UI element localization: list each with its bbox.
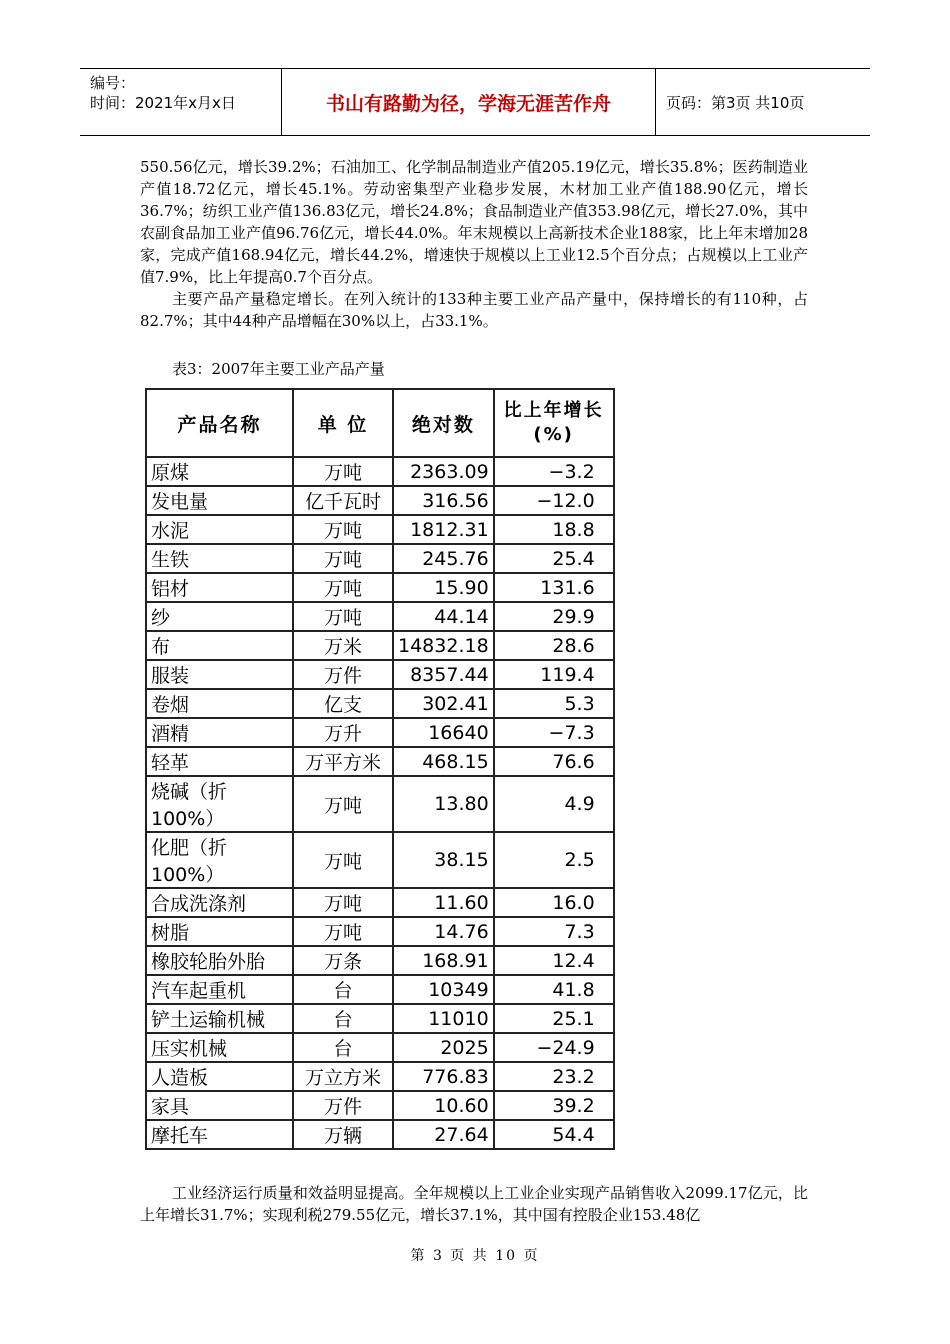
product-output-table	[145, 388, 615, 1150]
cell-absolute: 13.80	[393, 776, 494, 832]
table-row	[146, 486, 614, 515]
cell-growth: 76.6	[494, 747, 614, 776]
header-growth	[494, 389, 614, 457]
cell-unit: 万条	[293, 946, 393, 975]
paragraph-2: 主要产品产量稳定增长。在列入统计的133种主要工业产品产量中，保持增长的有110种，占82.7%；其中44种产品增幅在30%以上，占33.1%。	[140, 290, 808, 330]
cell-product: 家具	[146, 1091, 293, 1120]
cell-absolute: 44.14	[393, 602, 494, 631]
table-row	[146, 573, 614, 602]
cell-unit: 亿千瓦时	[293, 486, 393, 515]
cell-absolute: 8357.44	[393, 660, 494, 689]
cell-product: 橡胶轮胎外胎	[146, 946, 293, 975]
cell-unit: 万升	[293, 718, 393, 747]
document-number-label: 编号：	[90, 74, 136, 92]
cell-growth: 12.4	[494, 946, 614, 975]
cell-unit: 万吨	[293, 888, 393, 917]
cell-absolute: 38.15	[393, 832, 494, 888]
header-page-code: 页码：第3页 共10页	[666, 93, 805, 112]
cell-growth: 2.5	[494, 832, 614, 888]
cell-absolute: 16640	[393, 718, 494, 747]
cell-product: 原煤	[146, 457, 293, 486]
header-unit: 单 位	[293, 389, 393, 457]
table-row	[146, 457, 614, 486]
paragraph-1: 550.56亿元，增长39.2%；石油加工、化学制品制造业产值205.19亿元，增长35.8%；医药制造业产值18.72亿元，增长45.1%。劳动密集型产业稳步发展，木材加工业产值188.90亿元，增长36.7%；纺织工业产值136.83亿元，增长24.8%；食品制造业产值353.98亿元，增长27.0%，其中农副食品加工业产值96.76亿元，增长44.0%。年末规模以上高新技术企业188家，比上年末增加28家，完成产值168.94亿元，增长44.2%，增速快于规模以上工业12.5个百分点；占规模以上工业产值7.9%，比上年提高0.7个百分点。	[140, 158, 808, 286]
cell-product: 酒精	[146, 718, 293, 747]
table-row	[146, 1033, 614, 1062]
page-footer: 第 3 页 共 10 页	[410, 1248, 540, 1264]
cell-product: 人造板	[146, 1062, 293, 1091]
cell-growth: 29.9	[494, 602, 614, 631]
page-header	[80, 68, 870, 136]
cell-product: 轻革	[146, 747, 293, 776]
header-product-name: 产品名称	[146, 389, 293, 457]
table-row	[146, 631, 614, 660]
cell-unit: 台	[293, 1004, 393, 1033]
table-row	[146, 718, 614, 747]
cell-absolute: 14832.18	[393, 631, 494, 660]
cell-product: 纱	[146, 602, 293, 631]
cell-growth: 5.3	[494, 689, 614, 718]
cell-product: 发电量	[146, 486, 293, 515]
cell-absolute: 2025	[393, 1033, 494, 1062]
table-caption: 表3：2007年主要工业产品产量	[172, 360, 385, 378]
cell-unit: 万平方米	[293, 747, 393, 776]
cell-product: 铝材	[146, 573, 293, 602]
cell-product: 卷烟	[146, 689, 293, 718]
cell-unit: 万辆	[293, 1120, 393, 1149]
cell-growth: 28.6	[494, 631, 614, 660]
body-section-bottom	[140, 1182, 808, 1226]
table-row	[146, 602, 614, 631]
table-row	[146, 1091, 614, 1120]
cell-absolute: 302.41	[393, 689, 494, 718]
table-row	[146, 660, 614, 689]
cell-absolute: 14.76	[393, 917, 494, 946]
cell-growth: −7.3	[494, 718, 614, 747]
cell-growth: 39.2	[494, 1091, 614, 1120]
body-section-top	[140, 156, 808, 332]
cell-unit: 万吨	[293, 776, 393, 832]
cell-absolute: 316.56	[393, 486, 494, 515]
table-row	[146, 1120, 614, 1149]
cell-absolute: 245.76	[393, 544, 494, 573]
cell-product: 树脂	[146, 917, 293, 946]
cell-product: 铲土运输机械	[146, 1004, 293, 1033]
cell-absolute: 776.83	[393, 1062, 494, 1091]
cell-unit: 万吨	[293, 515, 393, 544]
cell-product: 布	[146, 631, 293, 660]
cell-growth: 25.1	[494, 1004, 614, 1033]
header-absolute: 绝对数	[393, 389, 494, 457]
cell-unit: 万立方米	[293, 1062, 393, 1091]
cell-unit: 万吨	[293, 917, 393, 946]
cell-unit: 亿支	[293, 689, 393, 718]
table-row	[146, 747, 614, 776]
cell-absolute: 468.15	[393, 747, 494, 776]
cell-growth: 54.4	[494, 1120, 614, 1149]
cell-unit: 万吨	[293, 832, 393, 888]
table-row	[146, 888, 614, 917]
cell-absolute: 27.64	[393, 1120, 494, 1149]
cell-growth: 23.2	[494, 1062, 614, 1091]
cell-unit: 万吨	[293, 602, 393, 631]
table-row	[146, 917, 614, 946]
table-row	[146, 946, 614, 975]
cell-product: 烧碱（折100%）	[146, 776, 293, 832]
cell-absolute: 11010	[393, 1004, 494, 1033]
cell-absolute: 168.91	[393, 946, 494, 975]
cell-unit: 万米	[293, 631, 393, 660]
cell-growth: 41.8	[494, 975, 614, 1004]
cell-unit: 台	[293, 1033, 393, 1062]
cell-product: 合成洗涤剂	[146, 888, 293, 917]
header-motto: 书山有路勤为径，学海无涯苦作舟	[282, 69, 656, 135]
table-row	[146, 689, 614, 718]
cell-growth: −3.2	[494, 457, 614, 486]
cell-growth: 119.4	[494, 660, 614, 689]
cell-unit: 万件	[293, 660, 393, 689]
header-growth-unit: (%)	[533, 424, 574, 445]
table-row	[146, 975, 614, 1004]
table-row	[146, 1062, 614, 1091]
cell-absolute: 15.90	[393, 573, 494, 602]
cell-unit: 台	[293, 975, 393, 1004]
cell-growth: 25.4	[494, 544, 614, 573]
cell-absolute: 10349	[393, 975, 494, 1004]
header-meta	[80, 69, 282, 135]
cell-growth: 4.9	[494, 776, 614, 832]
header-growth-title: 比上年增长	[503, 400, 604, 421]
cell-growth: 7.3	[494, 917, 614, 946]
cell-growth: 16.0	[494, 888, 614, 917]
cell-absolute: 10.60	[393, 1091, 494, 1120]
cell-product: 生铁	[146, 544, 293, 573]
cell-growth: −24.9	[494, 1033, 614, 1062]
cell-product: 水泥	[146, 515, 293, 544]
cell-product: 压实机械	[146, 1033, 293, 1062]
table-row	[146, 832, 614, 888]
cell-unit: 万吨	[293, 544, 393, 573]
paragraph-3: 工业经济运行质量和效益明显提高。全年规模以上工业企业实现产品销售收入2099.17亿元，比上年增长31.7%；实现利税279.55亿元，增长37.1%，其中国有控股企业153.48亿	[140, 1184, 808, 1224]
cell-growth: −12.0	[494, 486, 614, 515]
table-header-row	[146, 389, 614, 457]
table-row	[146, 1004, 614, 1033]
table-row	[146, 776, 614, 832]
cell-unit: 万吨	[293, 573, 393, 602]
cell-growth: 131.6	[494, 573, 614, 602]
cell-product: 化肥（折100%）	[146, 832, 293, 888]
cell-absolute: 11.60	[393, 888, 494, 917]
cell-product: 汽车起重机	[146, 975, 293, 1004]
table-row	[146, 544, 614, 573]
cell-unit: 万件	[293, 1091, 393, 1120]
cell-absolute: 2363.09	[393, 457, 494, 486]
cell-growth: 18.8	[494, 515, 614, 544]
table-row	[146, 515, 614, 544]
document-time-label: 时间：2021年x月x日	[90, 94, 236, 112]
cell-absolute: 1812.31	[393, 515, 494, 544]
cell-product: 摩托车	[146, 1120, 293, 1149]
cell-product: 服装	[146, 660, 293, 689]
cell-unit: 万吨	[293, 457, 393, 486]
